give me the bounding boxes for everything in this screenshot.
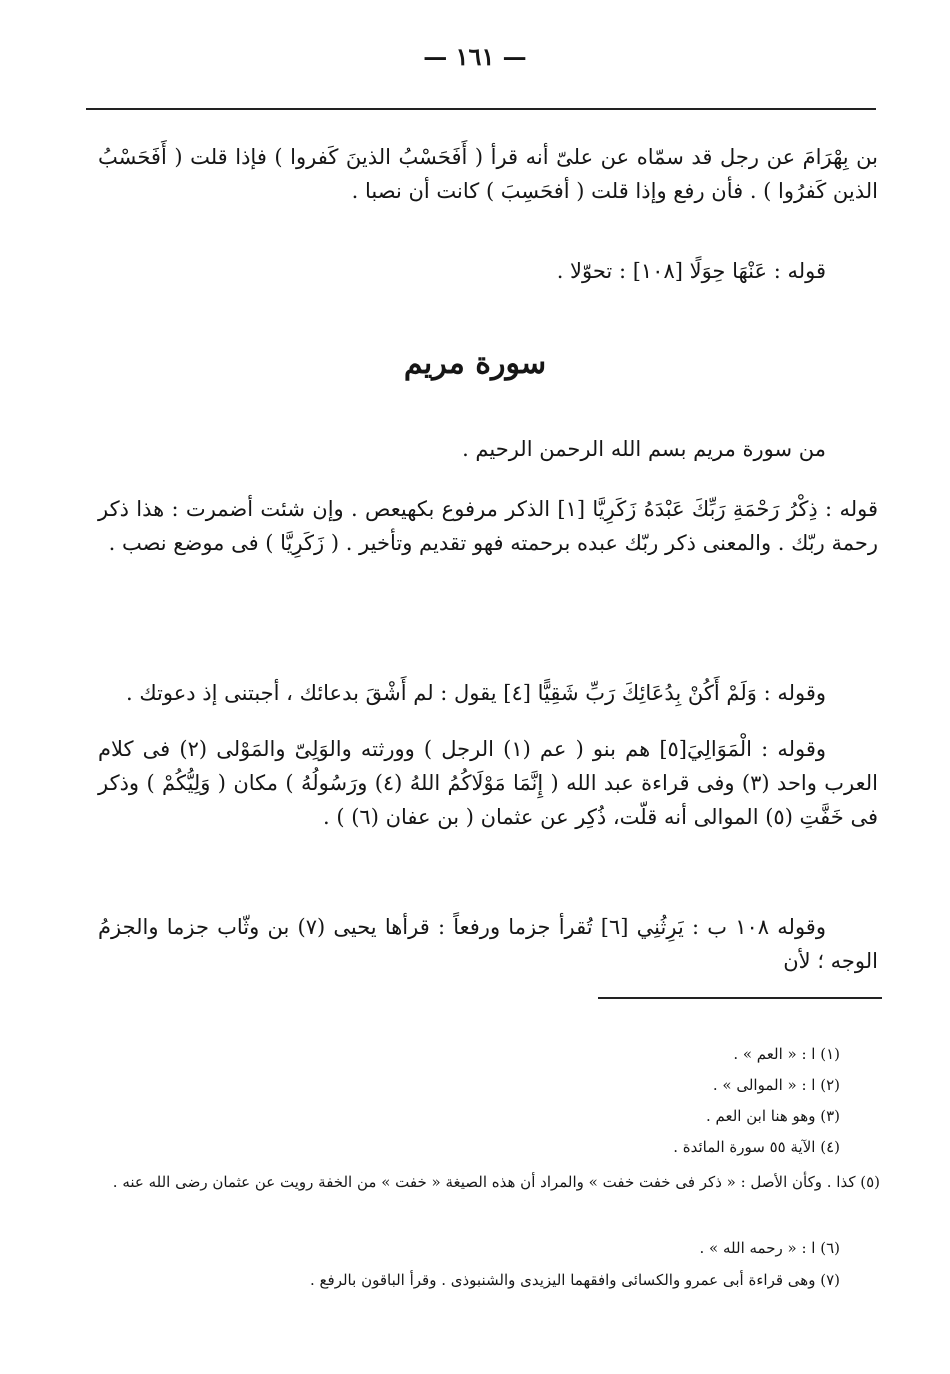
paragraph-tahawwula: قوله : عَنْهَا حِوَلًا [١٠٨] : تحوّلا . [556,259,826,283]
footnote-1: (١) ا : « العم » . [733,1045,840,1063]
footnote-4: (٤) الآية ٥٥ سورة المائدة . [673,1138,840,1156]
footnote-5: (٥) كذا . وكأن الأصل : « ذكر فى خفت خفت » والمراد أن هذه الصيغة « خفت » من الخفة رويت عن عثمان رضى الله عنه . [112,1173,880,1191]
header-rule [86,108,876,110]
paragraph-mawali: وقوله : الْمَوَالِيَ[٥] هم بنو ( عم (١) الرجل ) وورثته والوَلِىّ والمَوْلى (٢) فى كلام العرب واحد (٣) وفى قراءة عبد الله ( إِنَّمَا مَوْلَاكُمُ اللهُ (٤) ورَسُولُهُ ) مكان ( وَلِيُّكُمْ ) وذكر فى خَفَّتِ (٥) الموالى أنه قلّت، ذُكِر عن عثمان ( بن عفان (٦) ) . [98,737,878,829]
paragraph-yarithuni: وقوله ١٠٨ ب : يَرِثُنِي [٦] تُقرأ جزما ورفعاً : قرأها يحيى (٧) بن وثّاب جزما والجزمُ الوجه ؛ لأن [98,915,878,973]
surah-title: سورة مريم [403,346,547,381]
footnote-3: (٣) وهو هنا ابن العم . [705,1107,840,1125]
paragraph-duaik: وقوله : وَلَمْ أَكُنْ بِدُعَائِكَ رَبِّ شَقِيًّا [٤] يقول : لم أَشْقَ بدعائك ، أجبتنى إذ دعوتك . [126,681,826,705]
footnote-2: (٢) ا : « الموالى » . [712,1076,840,1094]
paragraph-continuation: بن بِهْرَامَ عن رجل قد سمّاه عن علىّ أنه قرأ ( أَفَحَسْبُ الذينَ كَفروا ) فإذا قلت ( أَفَحَسْبُ الذين كَفرُوا ) . فأن رفع وإذا قلت ( أفحَسِبَ ) كانت أن نصبا . [98,145,878,203]
paragraph-basmala: من سورة مريم بسم الله الرحمن الرحيم . [462,437,826,461]
footnote-6: (٦) ا : « رحمه الله » . [699,1239,840,1257]
page-number: — ١٦١ — [423,42,527,71]
footnote-rule [598,997,882,999]
paragraph-dhikr: قوله : ذِكْرُ رَحْمَةِ رَبِّكَ عَبْدَهُ زَكَرِيَّا [١] الذكر مرفوع بكهيعص . وإن شئت أضمرت : هذا ذكر رحمة ربّك . والمعنى ذكر ربّك عبده برحمته فهو تقديم وتأخير . ( زَكَرِيَّا ) فى موضع نصب . [98,497,878,555]
footnote-7: (٧) وهى قراءة أبى عمرو والكسائى وافقهما اليزيدى والشنبوذى . وقرأ الباقون بالرفع . [310,1271,840,1289]
